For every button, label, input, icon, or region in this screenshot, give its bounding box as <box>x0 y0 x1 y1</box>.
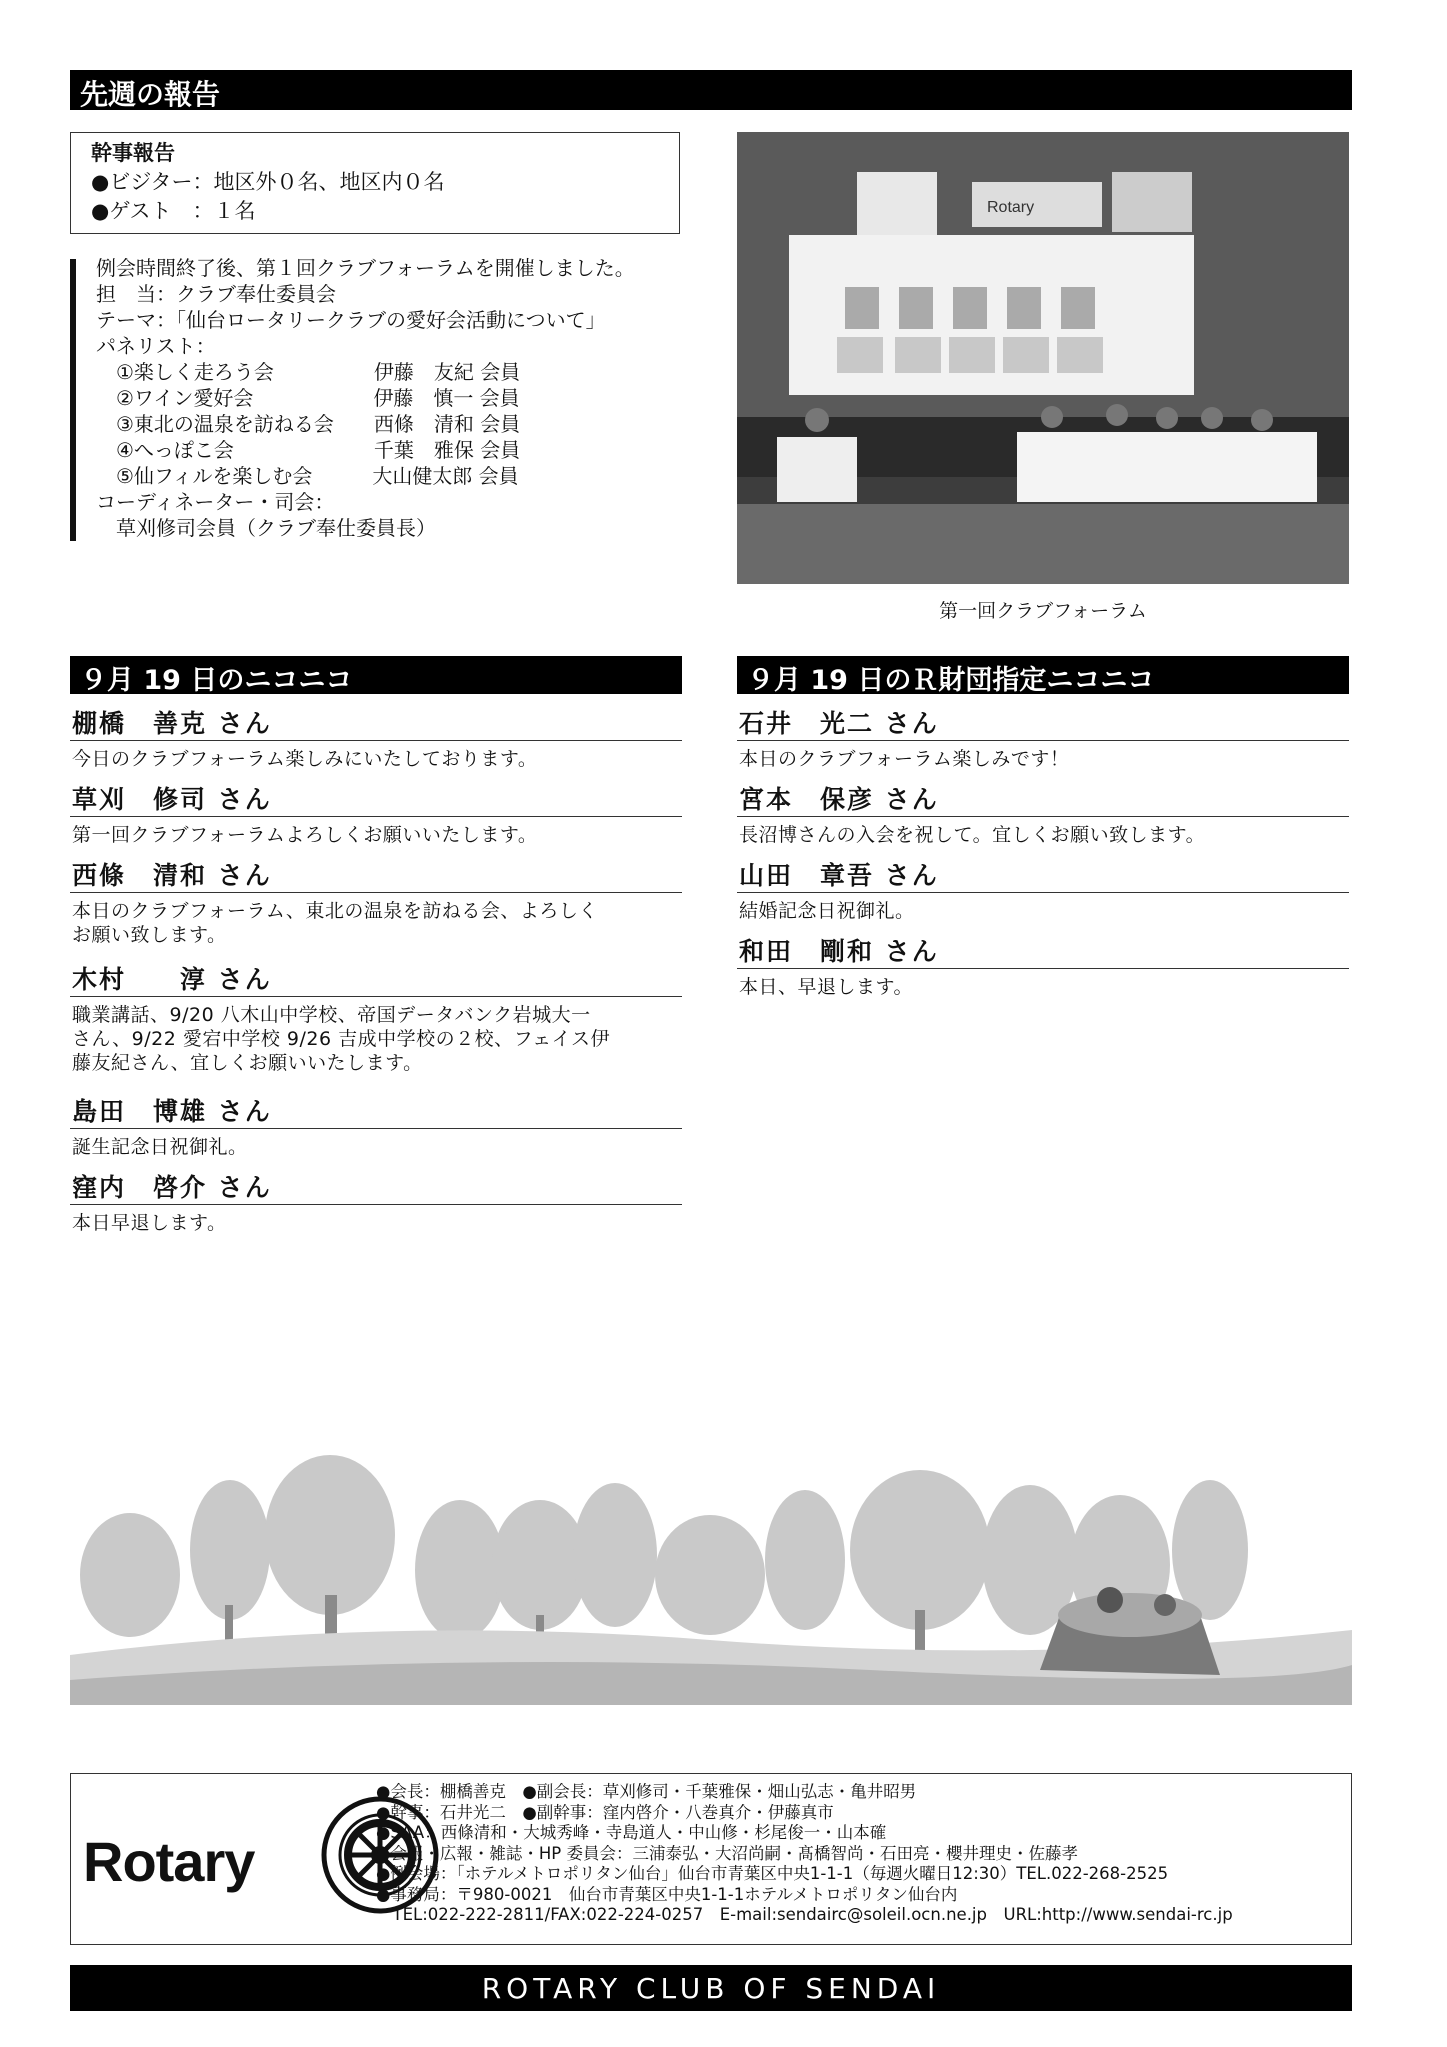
member-name: 宮本 保彦 さん <box>737 780 1349 817</box>
footer-info-line: ●会長：棚橋善克 ●副会長：草刈修司・千葉雅保・畑山弘志・亀井昭男 <box>376 1782 917 1801</box>
nico-entry <box>737 932 1349 999</box>
nico-entry <box>70 704 682 771</box>
nico-entry <box>70 856 682 947</box>
forum-line: ④へっぽこ会 千葉 雅保 会員 <box>96 438 521 462</box>
member-name: 木村 淳 さん <box>70 960 682 997</box>
footer-info-line: ●SAA：西條清和・大城秀峰・寺島道人・中山修・杉尾俊一・山本確 <box>376 1823 887 1842</box>
forum-line: ⑤仙フィルを楽しむ会 大山健太郎 会員 <box>96 464 519 488</box>
club-info-footer <box>70 1773 1352 1945</box>
forum-line: 担 当：クラブ奉仕委員会 <box>96 282 336 306</box>
member-name: 山田 章吾 さん <box>737 856 1349 893</box>
forum-line: ③東北の温泉を訪ねる会 西條 清和 会員 <box>96 412 521 436</box>
member-message: 本日早退します。 <box>72 1212 227 1234</box>
forum-line: ②ワイン愛好会 伊藤 慎一 会員 <box>96 386 520 410</box>
member-message: 結婚記念日祝御礼。 <box>739 900 915 922</box>
member-message: 長沼博さんの入会を祝して。宜しくお願い致します。 <box>739 824 1206 846</box>
forum-photo-illustration <box>737 132 1349 584</box>
forum-line: 草刈修司会員（クラブ奉仕委員長） <box>96 516 436 540</box>
member-message: 誕生記念日祝御礼。 <box>72 1136 248 1158</box>
nico-entry <box>70 1168 682 1235</box>
nico-entry <box>737 856 1349 923</box>
member-message: 本日のクラブフォーラム、東北の温泉を訪ねる会、よろしく お願い致します。 <box>72 900 598 946</box>
secretary-report-title: 幹事報告 <box>91 141 175 165</box>
nico-heading-text: ９月 19 日のニコニコ <box>80 665 353 696</box>
autumn-forest-illustration <box>70 1455 1352 1705</box>
section-heading-last-week <box>70 70 1352 110</box>
member-message: 本日、早退します。 <box>739 976 913 998</box>
footer-info-line: TEL:022-222-2811/FAX:022-224-0257 E-mail:sendairc@soleil.ocn.ne.jp URL:http://www.sendai-rc.jp <box>376 1905 1233 1924</box>
footer-info-line: ●会報・広報・雑誌・HP 委員会：三浦泰弘・大沼尚嗣・髙橋智尚・石田亮・櫻井理史・佐藤孝 <box>376 1843 1078 1863</box>
member-message: 本日のクラブフォーラム楽しみです！ <box>739 748 1070 770</box>
guest-count: ●ゲスト ：１名 <box>91 199 256 223</box>
member-message: 今日のクラブフォーラム楽しみにいたしております。 <box>72 748 538 770</box>
nico-heading <box>70 656 682 694</box>
nico-entry <box>70 960 682 1075</box>
nico-entry <box>737 780 1349 847</box>
forum-lines <box>96 255 635 541</box>
forum-line: ①楽しく走ろう会 伊藤 友紀 会員 <box>96 360 521 384</box>
member-name: 西條 清和 さん <box>70 856 682 893</box>
footer-info-line: ●例会場：「ホテルメトロポリタン仙台」仙台市青葉区中央1-1-1（毎週火曜日12:30）TEL.022-268-2525 <box>376 1864 1169 1883</box>
forum-photo <box>737 132 1349 584</box>
quote-rule <box>70 259 76 541</box>
forum-line: コーディネーター・司会： <box>96 490 335 514</box>
footer-info-line: ●幹事：石井光二 ●副幹事：窪内啓介・八巻真介・伊藤真市 <box>376 1802 834 1822</box>
visitor-count: ●ビジター：地区外０名、地区内０名 <box>91 170 445 194</box>
footer-info-line: ●事務局：〒980-0021 仙台市青葉区中央1-1-1ホテルメトロポリタン仙台内 <box>376 1884 958 1904</box>
photo-sign-text: Rotary <box>987 199 1035 216</box>
member-name: 和田 剛和 さん <box>737 932 1349 969</box>
club-name-bar <box>70 1965 1352 2011</box>
rotary-wordmark: Rotary <box>83 1830 255 1893</box>
member-name: 棚橋 善克 さん <box>70 704 682 741</box>
rfoundation-nico-heading <box>737 656 1349 694</box>
member-name: 窪内 啓介 さん <box>70 1168 682 1205</box>
section-heading-text: 先週の報告 <box>80 78 221 111</box>
forum-line: テーマ：「仙台ロータリークラブの愛好会活動について」 <box>96 308 606 332</box>
nico-entry <box>70 1092 682 1159</box>
forum-line: 例会時間終了後、第１回クラブフォーラムを開催しました。 <box>96 256 635 280</box>
club-name-text: ROTARY CLUB OF SENDAI <box>481 1972 941 2005</box>
forum-line: パネリスト： <box>96 334 216 358</box>
member-message: 第一回クラブフォーラムよろしくお願いいたします。 <box>72 824 538 846</box>
member-name: 島田 博雄 さん <box>70 1092 682 1129</box>
member-message: 職業講話、9/20 八木山中学校、帝国データバンク岩城大一 さん、9/22 愛宕中学校 9/26 吉成中学校の２校、フェイス伊 藤友紀さん、宜しくお願いいたします。 <box>72 1004 610 1074</box>
footer-lines <box>376 1782 1233 1926</box>
photo-caption: 第一回クラブフォーラム <box>939 600 1147 622</box>
member-name: 草刈 修司 さん <box>70 780 682 817</box>
secretary-report-box <box>70 132 680 234</box>
nico-entry <box>737 704 1349 771</box>
member-name: 石井 光二 さん <box>737 704 1349 741</box>
nico-entry <box>70 780 682 847</box>
rfoundation-nico-heading-text: ９月 19 日のＲ財団指定ニコニコ <box>747 665 1155 696</box>
